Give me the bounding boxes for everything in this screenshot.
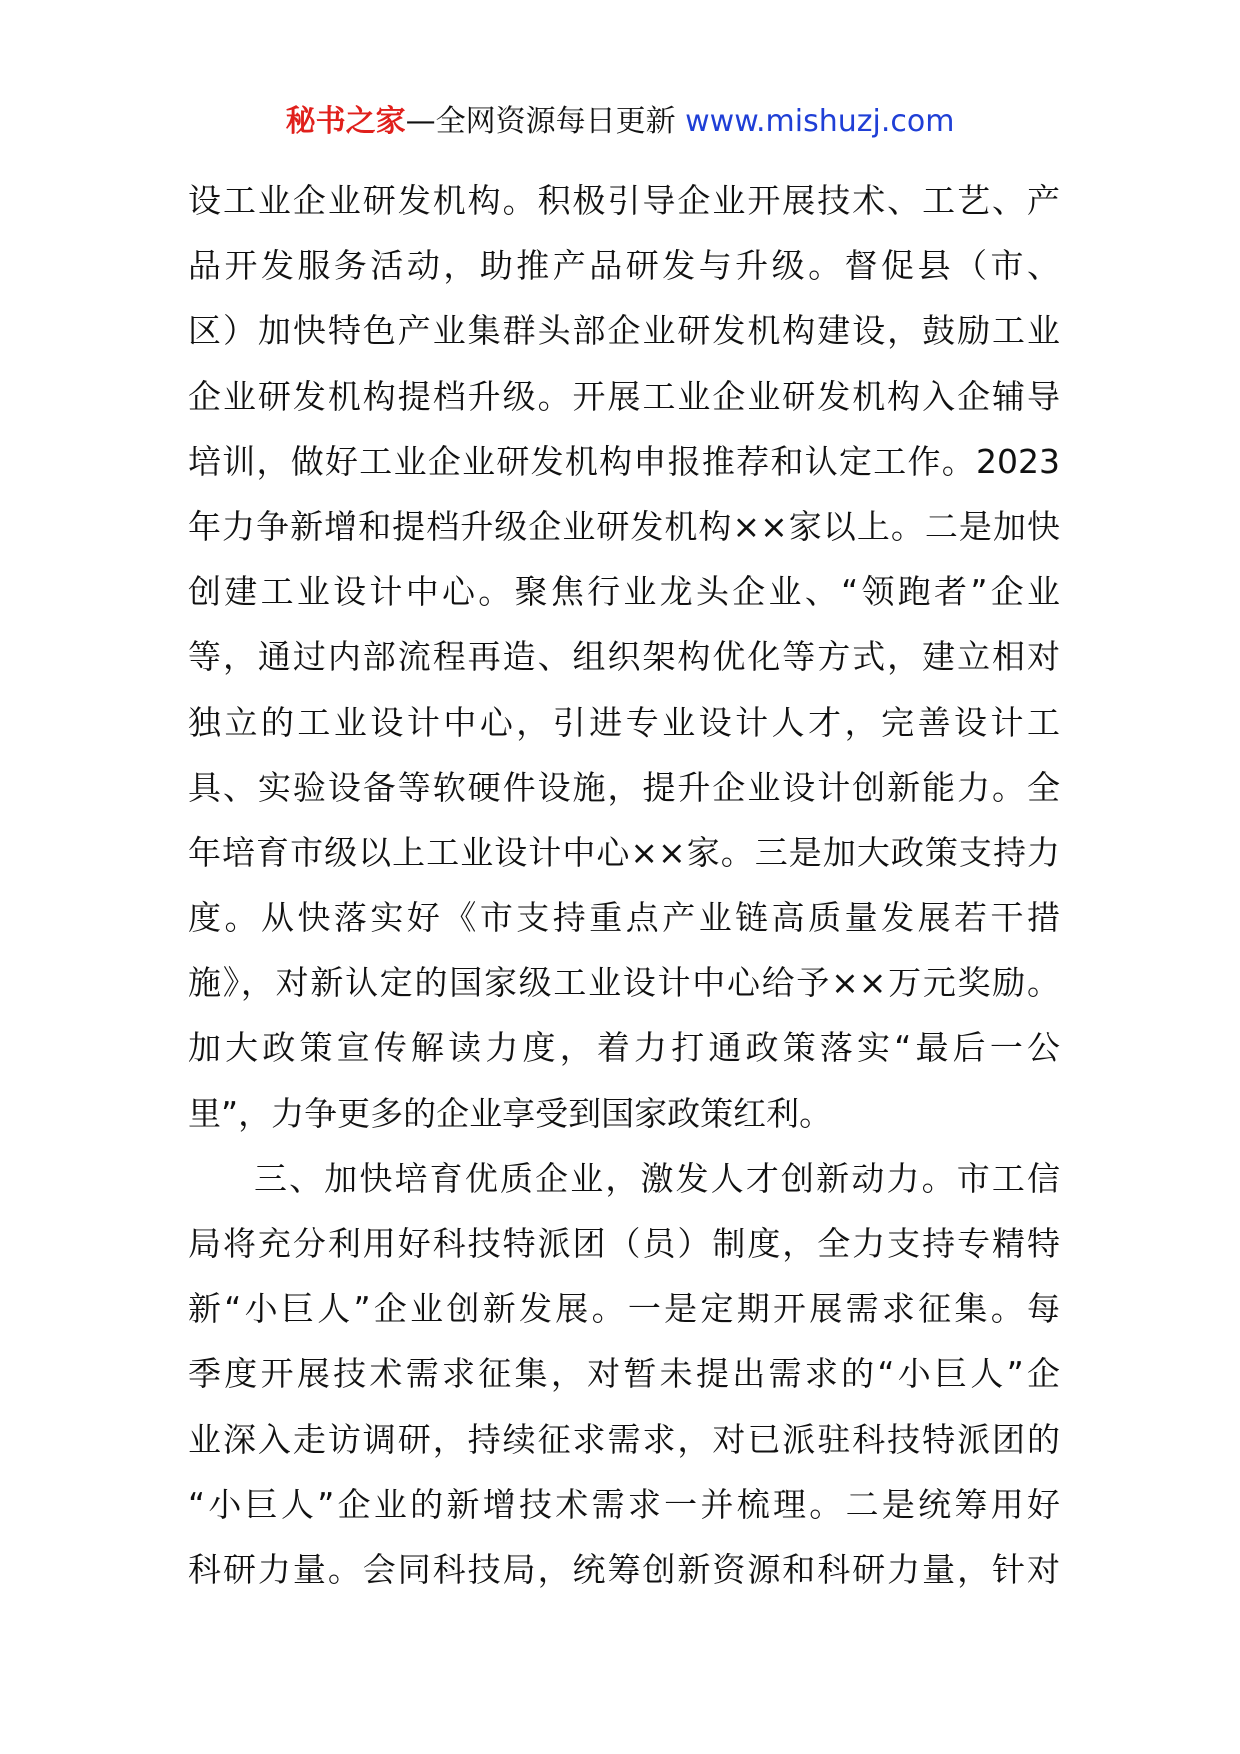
text-line: 企业研发机构提档升级。开展工业企业研发机构入企辅导: [188, 376, 1060, 416]
text-line: “小巨人”企业的新增技术需求一并梳理。二是统筹用好: [188, 1484, 1060, 1524]
brand-name: 秘书之家: [285, 104, 406, 139]
text-line: 施》，对新认定的国家级工业设计中心给予××万元奖励。: [188, 963, 1060, 1003]
website-link[interactable]: www.mishuzj.com: [685, 104, 955, 139]
text-line: 局将充分利用好科技特派团（员）制度，全力支持专精特: [188, 1224, 1060, 1263]
text-line: 区）加快特色产业集群头部企业研发机构建设，鼓励工业: [188, 311, 1060, 351]
text-line: 年力争新增和提档升级企业研发机构××家以上。二是加快: [188, 506, 1060, 546]
text-line: 创建工业设计中心。聚焦行业龙头企业、“领跑者”企业: [188, 572, 1060, 612]
header-tagline: —全网资源每日更新: [405, 104, 676, 139]
text-line: 业深入走访调研，持续征求需求，对已派驻科技特派团的: [188, 1419, 1060, 1459]
text-line: 科研力量。会同科技局，统筹创新资源和科研力量，针对: [188, 1549, 1060, 1589]
text-line: 季度开展技术需求征集，对暂未提出需求的“小巨人”企: [188, 1354, 1060, 1394]
text-line: 等，通过内部流程再造、组织架构优化等方式，建立相对: [188, 637, 1060, 677]
text-line: 加大政策宣传解读力度，着力打通政策落实“最后一公: [188, 1028, 1060, 1068]
section-heading-line: 三、加快培育优质企业，激发人才创新动力。市工信: [254, 1158, 1060, 1198]
text-line: 品开发服务活动，助推产品研发与升级。督促县（市、: [188, 246, 1060, 286]
text-line: 度。从快落实好《市支持重点产业链高质量发展若干措: [188, 898, 1060, 938]
site-header: [0, 100, 1240, 144]
text-line: 设工业企业研发机构。积极引导企业开展技术、工艺、产: [188, 181, 1060, 220]
text-line: 里”，力争更多的企业享受到国家政策红利。: [188, 1093, 833, 1133]
text-line: 新“小巨人”企业创新发展。一是定期开展需求征集。每: [188, 1289, 1060, 1329]
text-line: 独立的工业设计中心，引进专业设计人才，完善设计工: [188, 702, 1060, 742]
text-line: 培训，做好工业企业研发机构申报推荐和认定工作。2023: [188, 441, 1060, 481]
document-body: [188, 168, 1060, 1602]
text-line: 年培育市级以上工业设计中心××家。三是加大政策支持力: [188, 832, 1060, 872]
text-line: 具、实验设备等软硬件设施，提升企业设计创新能力。全: [188, 767, 1060, 807]
